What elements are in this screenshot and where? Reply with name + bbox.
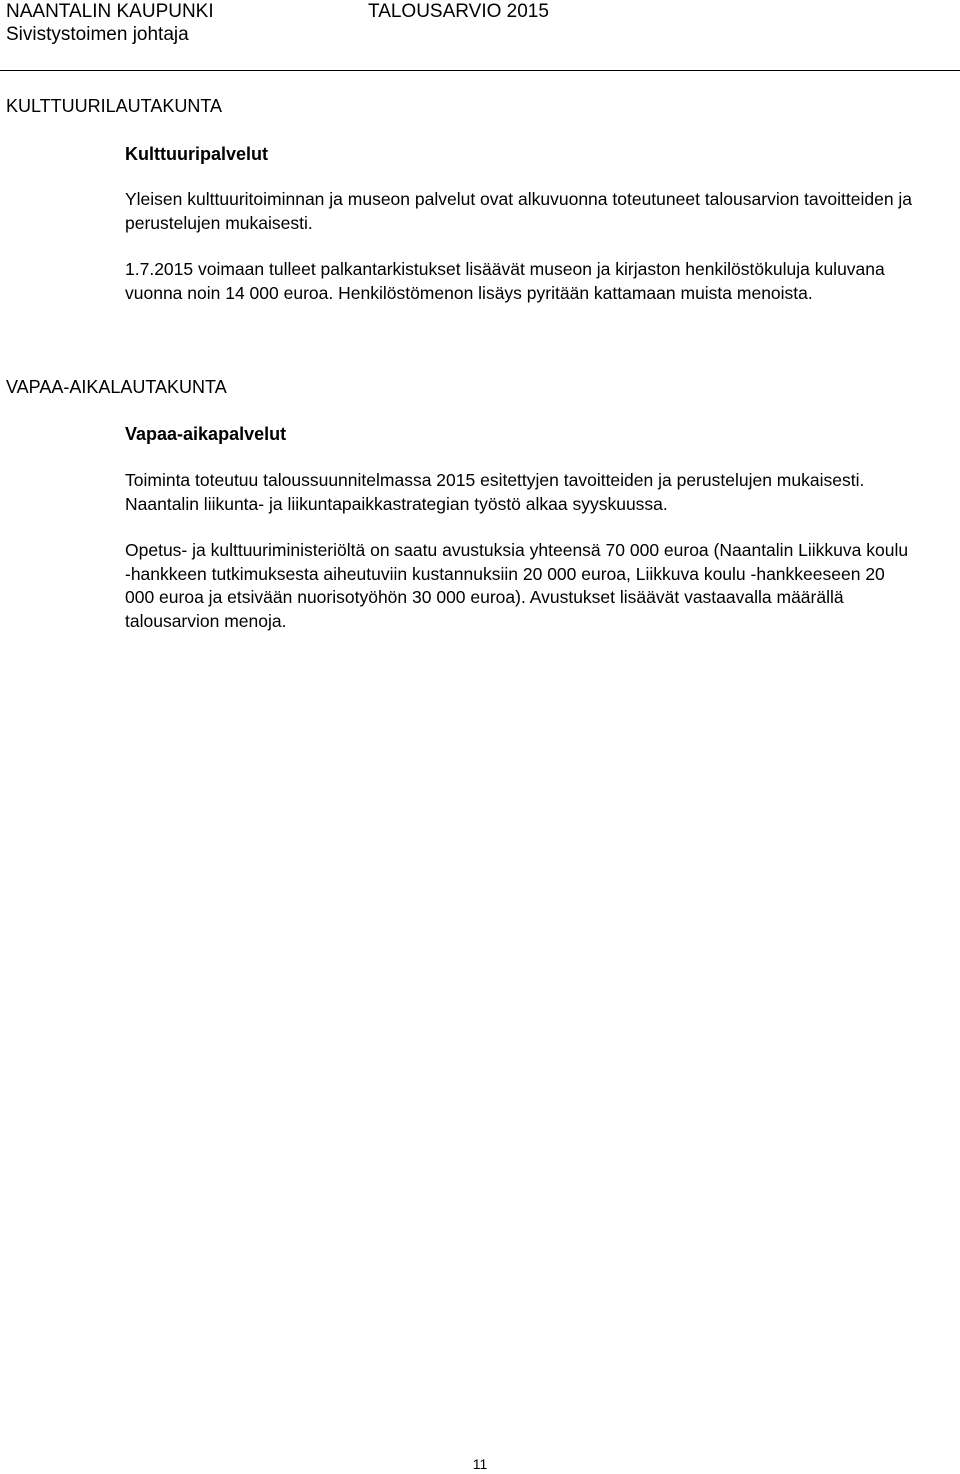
paragraph: Opetus- ja kulttuuriministeriöltä on saatu avustuksia yhteensä 70 000 euroa (Naantalin Liikkuva koulu -hankkeen tutkimuksesta aiheutuviin kustannuksiin 20 000 euroa, Liikkuva koulu -hankkeeseen 20 000 euroa ja etsivään nuorisotyöhön 30 000 euroa). Avustukset lisäävät vastaavalla määrällä talousarvion menoja. — [125, 540, 909, 631]
subsection-title: Vapaa-aikapalvelut — [125, 424, 287, 444]
document-title: TALOUSARVIO 2015 — [368, 1, 549, 22]
department-name: Sivistystoimen johtaja — [6, 24, 189, 45]
header-left — [6, 0, 214, 46]
header-divider — [0, 70, 960, 71]
paragraph: Toiminta toteutuu taloussuunnitelmassa 2015 esitettyjen tavoitteiden ja perustelujen mukaisesti. Naantalin liikunta- ja liikuntapaikkastrategian työstö alkaa syyskuussa. — [125, 470, 865, 514]
organization-name: NAANTALIN KAUPUNKI — [6, 1, 214, 22]
page-number: 11 — [472, 1456, 488, 1472]
section-title: KULTTUURILAUTAKUNTA — [6, 96, 223, 116]
subsection-title: Kulttuuripalvelut — [125, 144, 268, 164]
paragraph: 1.7.2015 voimaan tulleet palkantarkistukset lisäävät museon ja kirjaston henkilöstökuluja kuluvana vuonna noin 14 000 euroa. Henkilöstömenon lisäys pyritään kattamaan muista menoista. — [125, 259, 885, 303]
paragraph: Yleisen kulttuuritoiminnan ja museon palvelut ovat alkuvuonna toteutuneet talousarvion tavoitteiden ja perustelujen mukaisesti. — [125, 189, 913, 233]
section-title: VAPAA-AIKALAUTAKUNTA — [6, 377, 227, 397]
